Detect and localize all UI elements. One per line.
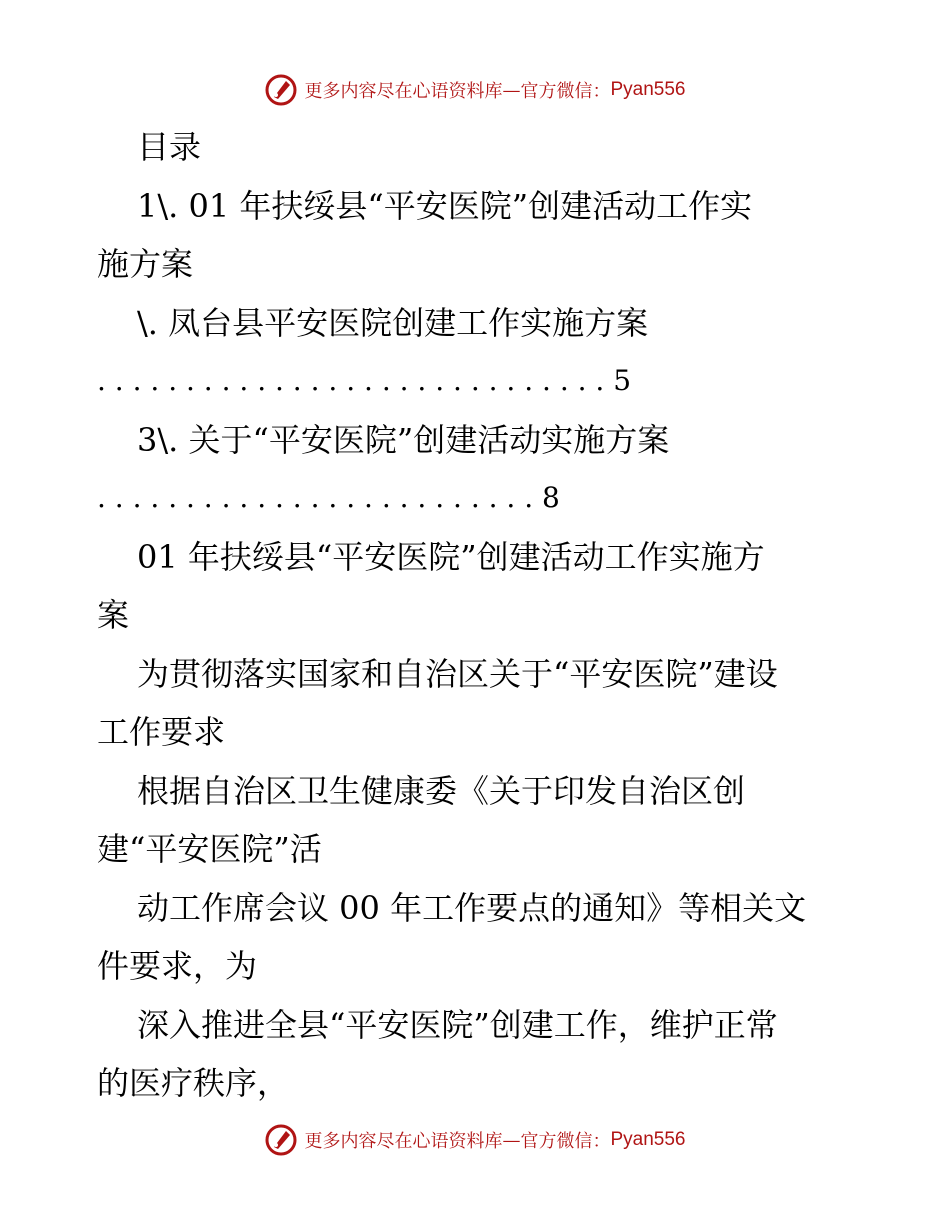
watermark-wechat-id: Pyan556 (610, 79, 686, 100)
paragraph-line: 根据自治区卫生健康委《关于印发自治区创 (137, 771, 746, 810)
pen-nib-circle-logo-icon (264, 73, 298, 107)
watermark-contact-text: 官方微信： (520, 1131, 611, 1152)
paragraph-line: 动工作席会议 00 年工作要点的通知》等相关文 (137, 888, 807, 927)
toc-entry-2-leader: . . . . . . . . . . . . . . . . . . . . . . . . . . . . . 5 (97, 364, 632, 397)
footer-watermark (0, 1120, 950, 1160)
paragraph-line: 的医疗秩序， (97, 1064, 290, 1102)
toc-entry-3: 3\. 关于“平安医院”创建活动实施方案 (137, 420, 670, 459)
toc-entry-1-continued: 施方案 (97, 245, 194, 283)
watermark-separator: — (502, 79, 521, 101)
paragraph-line: 为贯彻落实国家和自治区关于“平安医院”建设 (137, 654, 778, 693)
section-title: 01 年扶绥县“平安医院”创建活动工作实施方 (137, 537, 765, 576)
watermark-site-text: 更多内容尽在心语资料库 (304, 1131, 503, 1152)
toc-entry-2: \. 凤台县平安医院创建工作实施方案 (137, 303, 649, 342)
paragraph-line: 工作要求 (97, 713, 226, 751)
toc-heading: 目录 (137, 128, 202, 166)
header-watermark (0, 70, 950, 110)
paragraph-line: 深入推进全县“平安医院”创建工作，维护正常 (137, 1005, 778, 1044)
toc-entry-3-leader: . . . . . . . . . . . . . . . . . . . . . . . . . 8 (97, 481, 560, 514)
watermark-wechat-id: Pyan556 (610, 1129, 686, 1150)
section-title-continued: 案 (97, 596, 130, 634)
watermark-separator: — (502, 1129, 521, 1151)
paragraph-line: 建“平安医院”活 (97, 830, 322, 868)
pen-nib-circle-logo-icon (264, 1123, 298, 1157)
document-body (97, 118, 857, 1113)
watermark-contact-text: 官方微信： (520, 81, 611, 102)
paragraph-line: 件要求，为 (97, 947, 258, 985)
toc-entry-1: 1\. 01 年扶绥县“平安医院”创建活动工作实 (137, 186, 753, 225)
watermark-site-text: 更多内容尽在心语资料库 (304, 81, 503, 102)
